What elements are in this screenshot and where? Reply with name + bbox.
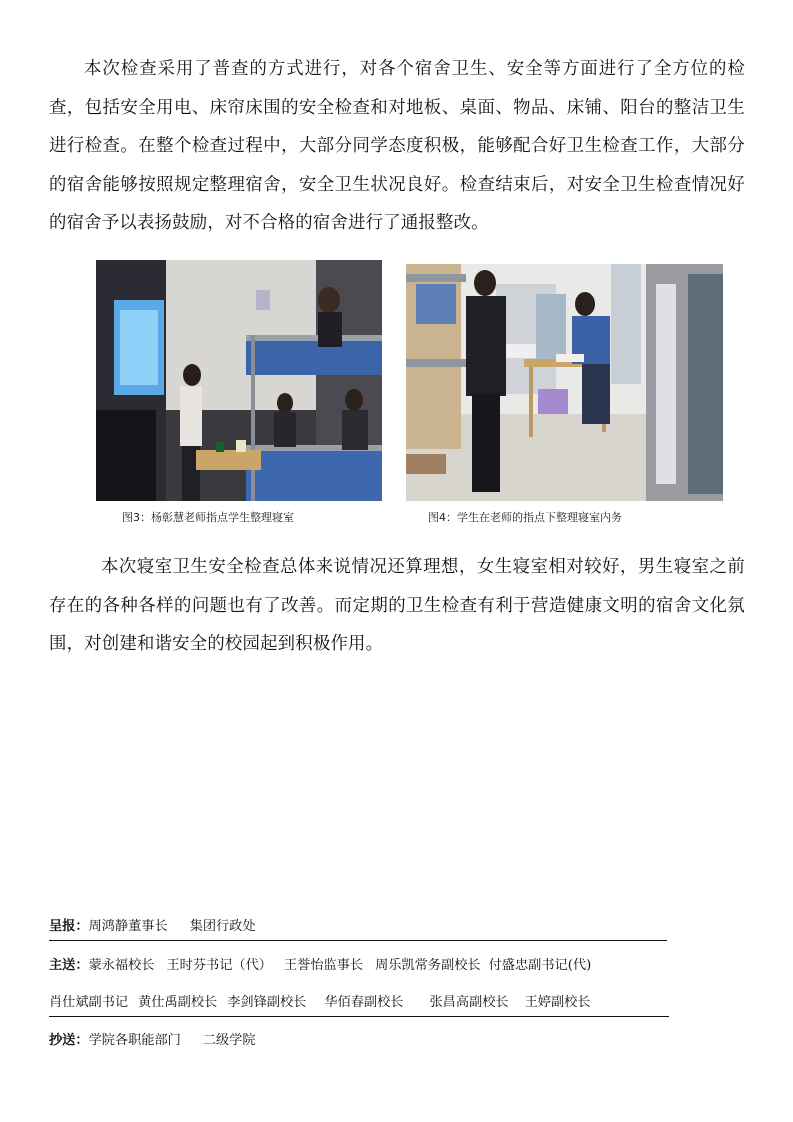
figure-3-photo — [96, 260, 382, 501]
body-paragraph-2: 本次寝室卫生安全检查总体来说情况还算理想，女生寝室相对较好，男生寝室之前存在的各种各样的问题也有了改善。而定期的卫生检查有利于营造健康文明的宿舍文化氛围，对创建和谐安全的校园起到积极作用。 — [49, 557, 745, 654]
send-to-recipient: 李剑锋副校长 — [227, 995, 307, 1010]
figure-4-caption: 图4：学生在老师的指点下整理寝室内务 — [428, 511, 622, 524]
report-label: 呈报： — [49, 919, 89, 934]
send-to-line-2 — [49, 991, 671, 1010]
copy-to-label: 抄送： — [49, 1033, 89, 1048]
figure-4-photo — [406, 264, 723, 501]
report-line — [49, 915, 671, 934]
send-to-recipient: 华佰春副校长 — [324, 995, 404, 1010]
report-recipient: 集团行政处 — [189, 919, 256, 934]
send-to-recipient: 黄仕禹副校长 — [138, 995, 218, 1010]
body-paragraph-1: 本次检查采用了普查的方式进行，对各个宿舍卫生、安全等方面进行了全方位的检查，包括安全用电、床帘床围的安全检查和对地板、桌面、物品、床铺、阳台的整洁卫生进行检查。在整个检查过程中，大部分同学态度积极，能够配合好卫生检查工作，大部分的宿舍能够按照规定整理宿舍，安全卫生状况良好。检查结束后，对安全卫生检查情况好的宿舍予以表扬鼓励，对不合格的宿舍进行了通报整改。 — [49, 59, 745, 233]
send-to-recipient: 王婷副校长 — [524, 995, 591, 1010]
report-recipient: 周鸿静董事长 — [88, 919, 168, 934]
send-to-recipient: 付盛忠副书记(代) — [488, 958, 592, 973]
send-to-recipient: 周乐凯常务副校长 — [375, 958, 481, 973]
send-to-recipient: 王誉怡监事长 — [284, 958, 364, 973]
divider-top — [49, 940, 667, 941]
send-to-recipient: 蒙永福校长 — [88, 958, 155, 973]
divider-bottom — [49, 1016, 669, 1017]
send-to-recipient: 王时芬书记（代） — [166, 958, 272, 973]
copy-to-recipient: 二级学院 — [202, 1033, 256, 1048]
send-to-recipient: 张昌高副校长 — [429, 995, 509, 1010]
send-to-line-1 — [49, 954, 671, 973]
send-to-recipient: 肖仕斌副书记 — [49, 995, 129, 1010]
figure-3-caption: 图3：杨彰慧老师指点学生整理寝室 — [122, 511, 294, 524]
copy-to-recipient: 学院各职能部门 — [88, 1033, 181, 1048]
copy-to-line — [49, 1029, 671, 1048]
send-to-label: 主送： — [49, 958, 89, 973]
